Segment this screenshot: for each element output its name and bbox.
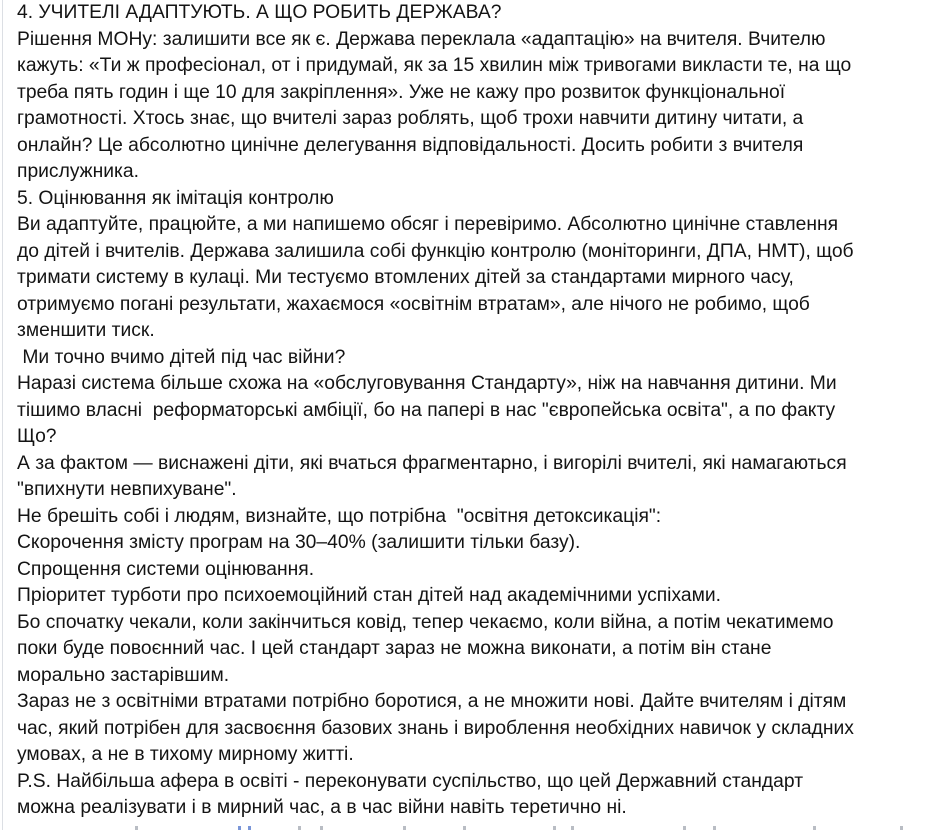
letter-top-mark	[713, 826, 716, 830]
letter-top-mark	[135, 826, 138, 830]
text-line: грамотності. Хтось знає, що вчителі зараз роблять, щоб трохи навчити дитину читати, а	[17, 108, 804, 129]
text-line: P.S. Найбільша афера в освіті - переконувати суспільство, що цей Державний стандарт	[17, 770, 804, 792]
letter-top-mark-link	[248, 826, 251, 830]
letter-top-mark	[813, 826, 816, 830]
text-line: тішимо власні реформаторські амбіції, бо на папері в нас "європейська освіта", а по факту	[17, 399, 836, 421]
letter-top-mark	[298, 826, 301, 830]
text-line: Бо спочатку чекали, коли закінчиться ковід, тепер чекаємо, коли війна, а потім чекатимемо	[17, 611, 834, 633]
letter-top-mark	[403, 826, 406, 830]
text-line: Скорочення змісту програм на 30–40% (залишити тільки базу).	[17, 532, 581, 553]
text-line: умовах, а не в тихому мирному житті.	[17, 744, 354, 765]
text-line: Рішення МОНу: залишити все як є. Держава переклала «адаптацію» на вчителя. Вчителю	[17, 28, 826, 50]
text-line: Що?	[17, 426, 57, 447]
truncated-text-line	[17, 825, 932, 830]
text-line: тримати систему в кулаці. Ми тестуємо втомлених дітей за стандартами мирного часу,	[17, 267, 794, 288]
text-line: час, який потрібен для засвоєння базових знань і вироблення необхідних навичок у складних	[17, 717, 854, 739]
text-line: Пріоритет турботи про психоемоційний стан дітей над академічними успіхами.	[17, 585, 722, 606]
text-line: прислужника.	[17, 161, 139, 182]
text-line: Не брешіть собі і людям, визнайте, що потрібна "освітня детоксикація":	[17, 505, 662, 527]
text-line: "впихнути невпихуване".	[17, 479, 237, 500]
post-body	[17, 0, 932, 822]
letter-top-mark	[463, 826, 466, 830]
text-line: треба пять годин і ще 10 для закріплення». Уже не кажу про розвиток функціональної	[17, 81, 786, 103]
letter-top-mark	[900, 826, 903, 830]
letter-top-mark-link	[238, 826, 241, 830]
letter-top-mark	[320, 826, 323, 830]
text-line: морально застарівшим.	[17, 664, 230, 686]
text-line: можна реалізувати і в мирний час, а в час війни навіть теретично ні.	[17, 797, 627, 818]
text-line: Зараз не з освітніми втратами потрібно боротися, а не множити нові. Дайте вчителям і дітям	[17, 691, 847, 712]
text-line: до дітей і вчителів. Держава залишила собі функцію контролю (моніторинги, ДПА, НМТ), щоб	[17, 240, 854, 262]
page-edge-divider	[2, 0, 3, 830]
post-heading-line: 4. УЧИТЕЛІ АДАПТУЮТЬ. А ЩО РОБИТЬ ДЕРЖАВА?	[17, 2, 502, 23]
text-line: А за фактом — виснажені діти, які вчаться фрагментарно, і вигорілі вчителі, які намагаються	[17, 452, 847, 474]
letter-top-mark	[683, 826, 686, 830]
text-line: Ми точно вчимо дітей під час війни?	[17, 346, 346, 368]
text-line: поки буде повоєнний час. І цей стандарт зараз не можна виконати, а потім він стане	[17, 638, 772, 659]
text-line: Наразі система більше схожа на «обслуговування Стандарту», ніж на навчання дитини. Ми	[17, 373, 837, 394]
text-line: отримуємо погані результати, жахаємося «освітнім втратам», але нічого не робимо, щоб	[17, 293, 810, 315]
text-line: онлайн? Це абсолютно цинічне делегування відповідальності. Досить робити з вчителя	[17, 134, 804, 156]
text-line: Спрощення системи оцінювання.	[17, 558, 315, 580]
text-line: кажуть: «Ти ж професіонал, от і придумай, як за 15 хвилин між тривогами викласти те, на що	[17, 55, 852, 76]
text-line: зменшити тиск.	[17, 320, 155, 341]
letter-top-mark	[553, 826, 556, 830]
text-line: 5. Оцінювання як імітація контролю	[17, 187, 334, 209]
text-line: Ви адаптуйте, працюйте, а ми напишемо обсяг і перевіримо. Абсолютно цинічне ставлення	[17, 214, 839, 235]
letter-top-mark	[571, 826, 574, 830]
